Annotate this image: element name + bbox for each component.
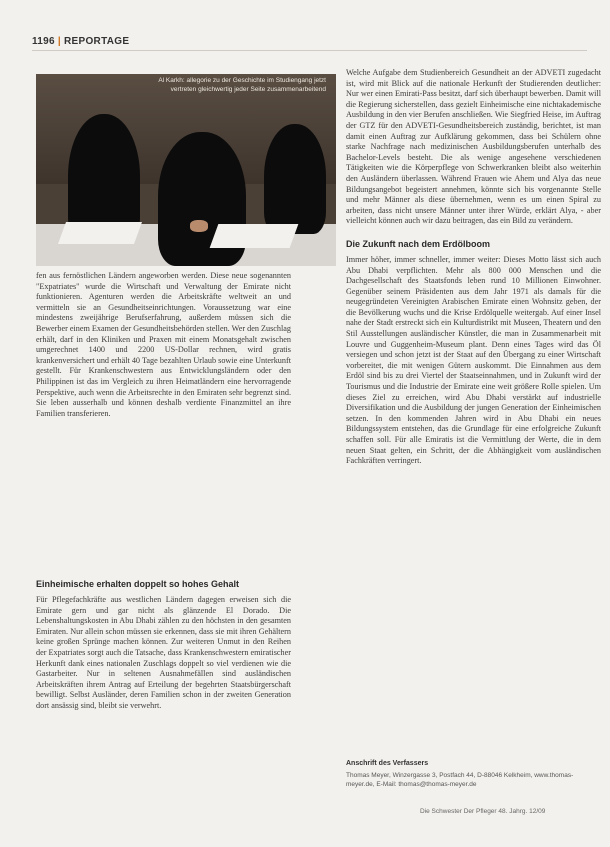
left-column-lower xyxy=(36,579,291,712)
right-subheading: Die Zukunft nach dem Erdölboom xyxy=(346,238,491,249)
author-text: Thomas Meyer, Winzergasse 3, Postfach 44, D-88046 Kelkheim, www.thomas-meyer.de, E-Mail: thomas@thomas-meyer.de xyxy=(346,772,574,788)
left-column xyxy=(36,271,291,419)
page-footer: Die Schwester Der Pfleger 48. Jahrg. 12/09 xyxy=(420,808,546,815)
photo-paper-left xyxy=(58,222,142,244)
header-separator: | xyxy=(57,36,62,47)
author-heading: Anschrift des Verfassers xyxy=(346,760,429,767)
photo-caption: Al Karkh: allegorie zu der Geschichte im Studiengang jetzt vertreten gleichwertig jeder Seite zusammenarbeitend xyxy=(158,77,326,93)
photo-figure-right xyxy=(264,124,326,234)
photo-hand xyxy=(190,220,208,232)
right-paragraph-2: Immer höher, immer schneller, immer weiter: Dieses Motto lässt sich auch Abu Dhabi verpflichten. Mehr als 800 000 Menschen und die Dachgesellschaft des Staatsfonds leben rund 10 Millionen Einwohner. Gegenüber seinem Präsidenten aus dem Jahr 1971 als damals für die neugegründeten Vereinigten Arabischen Emirate einen Wohnsitz geben, der die Bevölkerung wuchs und die Krise Erdölquelle weitergab. Auf einer Insel nahe der Stadt erstreckt sich ein Kulturdistrikt mit Museen, Theatern und den Stil Ausstellungen ausländischer Künstler, die man in Zusammenarbeit mit Louvre und Guggenheim-Museum plant. Denn eines Tages wird das Öl versiegen und schon jetzt ist der Staat auf den Übergang zu einer Wirtschaft vorbereitet, die mit wenigen Gütern auskommt. Die Einnahmen aus dem Erdöl sind bis zu drei Viertel der Staatseinnahmen, und in Zukunft wird der Tourismus und die Industrie der Emirate eine weit größere Rolle spielen. Um dieses Ziel zu erreichen, wird Abu Dhabi verstärkt auf industrielle Diversifikation und die Ausbildung der jungen Generation der Einheimischen setzen. In den kommenden Jahren wird in Abu Dhabi ein neues Bildungssystem entstehen, das die Grundlage für eine erfolgreiche Zukunft schaffen soll. Für alle Emiratis ist die Vermittlung der Werte, die in dem neuen Staat gelten, ein Schritt, der die Abhängigkeit vom ausländischen Fachkräften verringert. xyxy=(346,254,601,466)
page-number: 1196 xyxy=(32,36,55,47)
left-paragraph-2: Für Pflegefachkräfte aus westlichen Ländern dagegen erweisen sich die Emirate gern und gar nicht als glänzende El Dorado. Die Lebenshaltungskosten in Abu Dhabi zählen zu den höchsten in den gesamten Emiraten. Nur allein schon müssen sie erkennen, dass sie mit ihren Gehältern keine großen Sprünge machen können. Zur weiteren Unmut in den Reihen der Expatriates sorgt auch die Tatsache, dass Krankenschwestern emiratischer Herkunft dank eines nationalen Zuschlags doppelt so viel verdienen wie die Gastarbeiter. Nur in seltenen Ausnahmefällen sind ausländischen Arbeitskräften ihrem Antrag auf Erteilung der begehrten Staatsbürgerschaft bewilligt. Selbst Ausländer, deren Familien schon in der zweiten Generation dort ansässig sind, bleibt sie verwehrt. xyxy=(36,595,291,710)
article-photo xyxy=(36,74,336,266)
right-column xyxy=(346,68,601,467)
right-paragraph-1: Welche Aufgabe dem Studienbereich Gesundheit an der ADVETI zugedacht ist, wird mit Blick auf die nationale Herkunft der Studierenden deutlicher: Nur wer einen Emirati-Pass besitzt, darf sich überhaupt bewerben. Damit will die Regierung sicherstellen, dass gezielt Einheimische eine nichtakademische Ausbildung in den vier Berufen anschließen. Wie Siegfried Heise, im Auftrag der GTZ für den ADVETI-Gesundheitsbereich zuständig, berichtet, ist man damit einen Auftrag zur Aufklärung gekommen, dass bei Schülern ohne starke Nachfrage nach medizinischen Ausbildungsberufen unterhalb des Bachelor-Levels besteht. Die als wenige angesehene verschiedenen Tätigkeiten wie die Körperpflege von Schwerkranken bleibt also weiterhin den Ausländern überlassen. Während Frauen wie Ahem und Alya das neue Bildungsangebot begeistert annehmen, könnte sich bis vorgenannte Stelle und mehr Männer als diese übernehmen, wenn es um einen Spiral zu arbeiten, dass nicht unsere Männer unter ihrer Würde, erklärt Alya, - aber vielleicht können auch wir dazu beitragen, das ein Bild zu verändern. xyxy=(346,68,601,226)
left-paragraph-1: fen aus fernöstlichen Ländern angeworben werden. Diese neue sogenannten "Expatriates" wurde die Wirtschaft und Verwaltung der Emirate nicht funktionieren. Agenturen werden die Arbeitskräfte weltweit an und vermitteln sie an Gesundheitseinrichtungen. Voraussetzung war eine mindestens zweijährige Berufserfahrung, außerdem müssen sich die Bewerber einem Examen der Gesundheitsbehörden stellen. Wer den Zuschlag erhält, darf in den Kliniken und Praxen mit einem Monatsgehalt zwischen umgerechnet 1400 und 2200 US-Dollar rechnen, wird gratis krankenversichert und erhält 40 Tage bezahlten Urlaub sowie eine Unterkunft gestellt. Für Krankenschwestern aus Entwicklungsländern oder den Philippinen ist das im Vergleich zu ihren Heimatländern eine hervorragende Perspektive, auch wenn die Arbeitsrechte in den Emiraten sehr begrenzt sind. Sie leben ausserhalb und können deshalb verdiente Finanzmittel an ihre Familien transferieren. xyxy=(36,271,291,418)
section-title: REPORTAGE xyxy=(64,36,130,47)
page-header xyxy=(32,36,129,47)
header-rule xyxy=(32,50,587,51)
photo-paper-right xyxy=(210,224,299,248)
left-subheading: Einheimische erhalten doppelt so hohes Gehalt xyxy=(36,579,240,589)
